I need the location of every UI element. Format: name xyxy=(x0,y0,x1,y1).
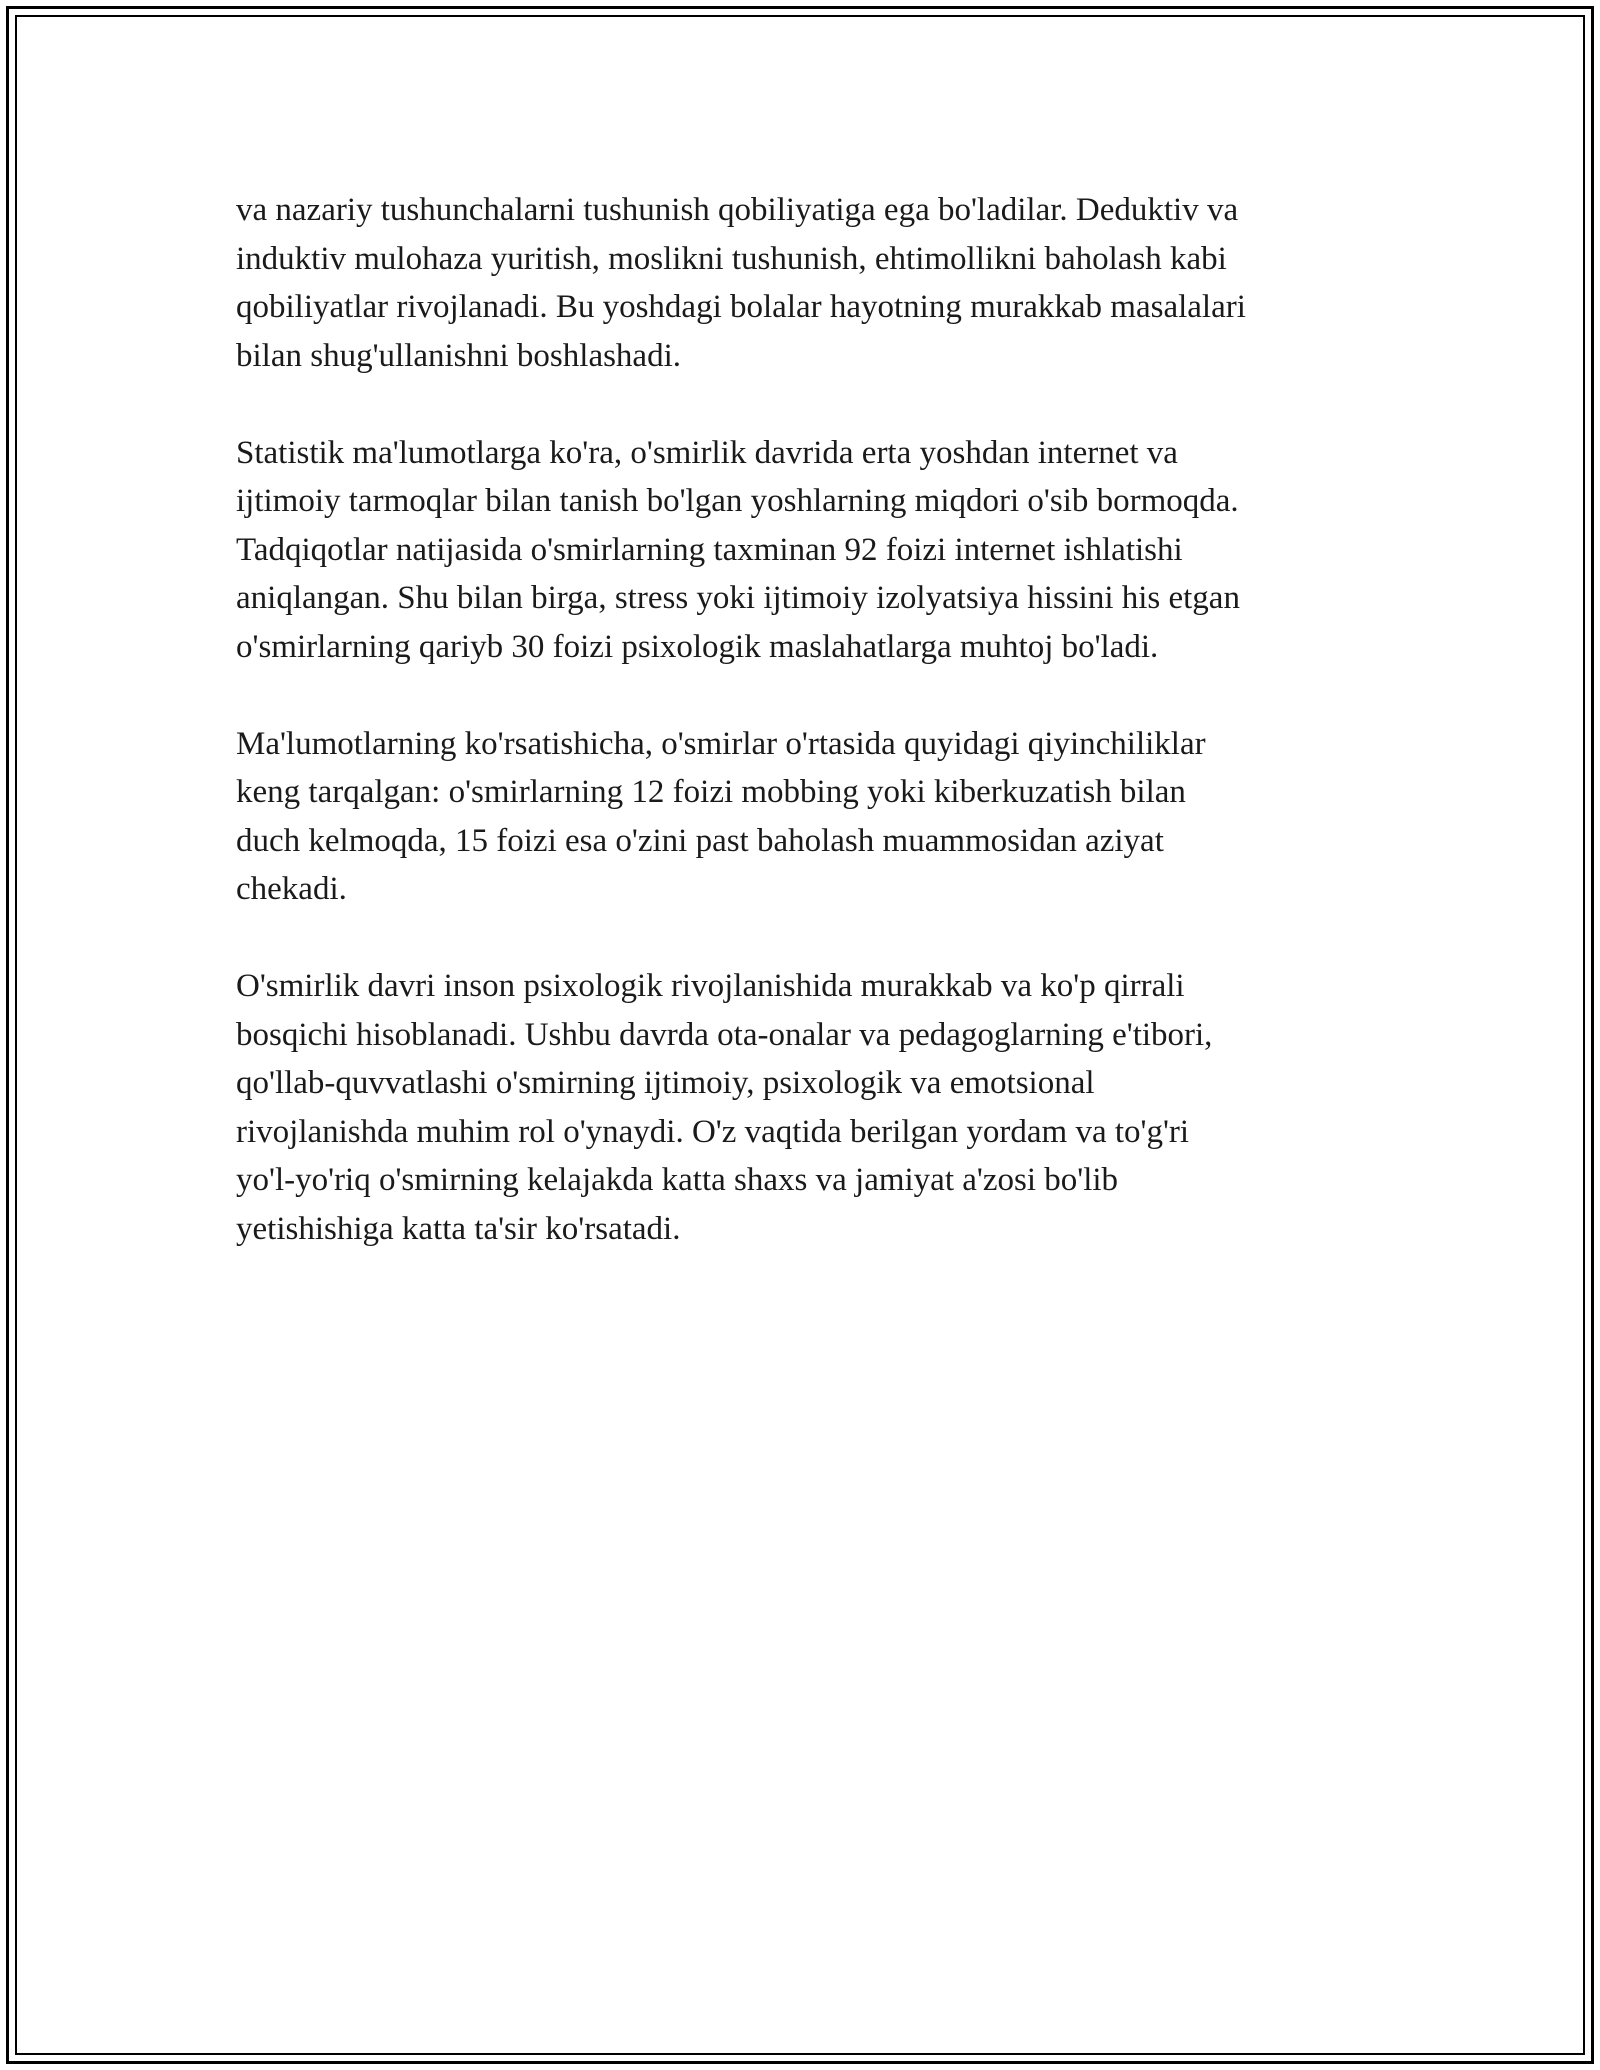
text-line: va nazariy tushunchalarni tushunish qobiliyatiga ega bo'ladilar. Deduktiv va xyxy=(236,192,1239,228)
text-line: aniqlangan. Shu bilan birga, stress yoki ijtimoiy izolyatsiya hissini his etgan xyxy=(236,580,1240,616)
text-line: induktiv mulohaza yuritish, moslikni tushunish, ehtimollikni baholash kabi xyxy=(236,240,1227,277)
text-line: Ma'lumotlarning ko'rsatishicha, o'smirlar o'rtasida quyidagi qiyinchiliklar xyxy=(236,725,1206,762)
text-line: chekadi. xyxy=(236,871,347,907)
paragraph-3 xyxy=(236,720,1376,914)
text-line: yetishishiga katta ta'sir ko'rsatadi. xyxy=(236,1210,681,1247)
paragraph-4 xyxy=(236,962,1376,1253)
text-line: qo'llab-quvvatlashi o'smirning ijtimoiy, psixologik va emotsional xyxy=(236,1065,1095,1101)
paragraph-1 xyxy=(236,186,1376,380)
text-line: duch kelmoqda, 15 foizi esa o'zini past baholash muammosidan aziyat xyxy=(236,822,1164,859)
text-line: bilan shug'ullanishni boshlashadi. xyxy=(236,337,682,374)
text-line: Statistik ma'lumotlarga ko'ra, o'smirlik davrida erta yoshdan internet va xyxy=(236,434,1178,471)
text-line: ijtimoiy tarmoqlar bilan tanish bo'lgan yoshlarning miqdori o'sib bormoqda. xyxy=(236,483,1239,519)
text-line: qobiliyatlar rivojlanadi. Bu yoshdagi bolalar hayotning murakkab masalalari xyxy=(236,289,1246,325)
text-line: bosqichi hisoblanadi. Ushbu davrda ota-onalar va pedagoglarning e'tibori, xyxy=(236,1016,1213,1053)
text-line: keng tarqalgan: o'smirlarning 12 foizi mobbing yoki kiberkuzatish bilan xyxy=(236,774,1186,810)
paragraph-2 xyxy=(236,429,1376,672)
text-line: Tadqiqotlar natijasida o'smirlarning taxminan 92 foizi internet ishlatishi xyxy=(236,531,1183,568)
text-line: O'smirlik davri inson psixologik rivojlanishida murakkab va ko'p qirrali xyxy=(236,968,1185,1004)
document-body xyxy=(236,186,1376,1253)
text-line: rivojlanishda muhim rol o'ynaydi. O'z vaqtida berilgan yordam va to'g'ri xyxy=(236,1113,1190,1150)
text-line: yo'l-yo'riq o'smirning kelajakda katta shaxs va jamiyat a'zosi bo'lib xyxy=(236,1162,1119,1198)
text-line: o'smirlarning qariyb 30 foizi psixologik maslahatlarga muhtoj bo'ladi. xyxy=(236,628,1159,665)
